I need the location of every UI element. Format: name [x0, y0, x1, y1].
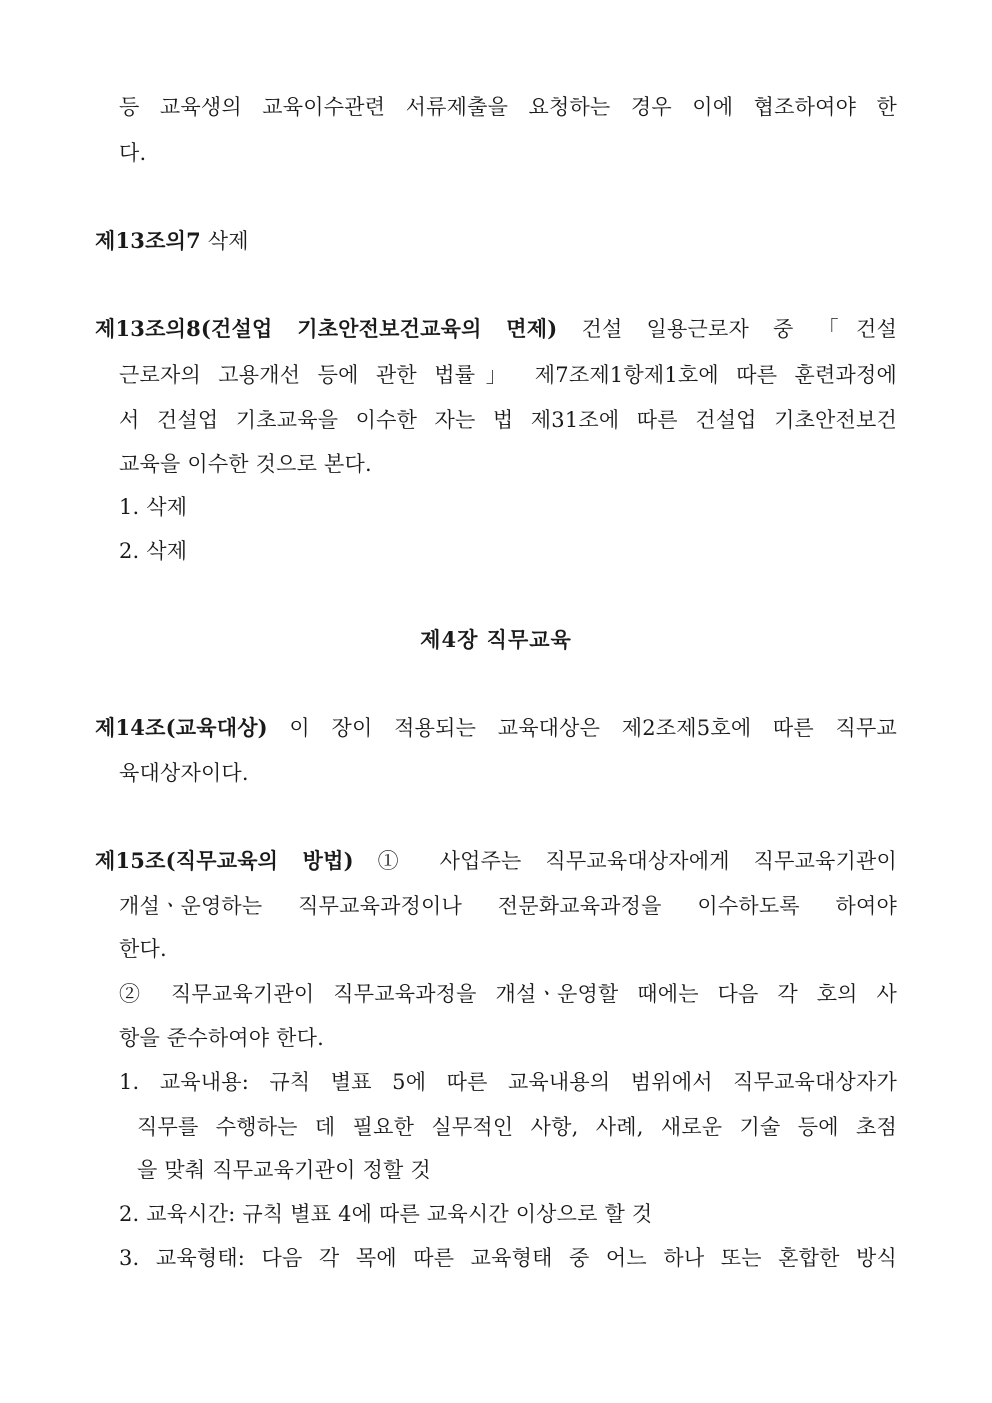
article-body: 삭제	[200, 229, 249, 253]
list-item: 1. 삭제	[119, 495, 188, 519]
article-title: 제14조(교육대상)	[95, 715, 268, 740]
list-item: 2. 삭제	[119, 539, 188, 563]
paragraph-line: ② 직무교육기관이 직무교육과정을 개설ㆍ운영할 때에는 다음 각 호의 사	[119, 982, 897, 1006]
chapter-heading: 제4장 직무교육	[420, 627, 572, 652]
paragraph-line: 다.	[119, 141, 147, 165]
paragraph-line: 개설ㆍ운영하는 직무교육과정이나 전문화교육과정을 이수하도록 하여야	[119, 894, 897, 918]
paragraph-line: 등 교육생의 교육이수관련 서류제출을 요청하는 경우 이에 협조하여야 한	[119, 95, 897, 119]
article-body: ① 사업주는 직무교육대상자에게 직무교육기관이	[353, 849, 898, 873]
article-13-7	[95, 226, 897, 256]
list-item: 1. 교육내용: 규칙 별표 5에 따른 교육내용의 범위에서 직무교육대상자가	[119, 1070, 897, 1094]
paragraph-line: 근로자의 고용개선 등에 관한 법률」 제7조제1항제1호에 따른 훈련과정에	[119, 363, 897, 387]
article-15-line	[95, 846, 897, 876]
article-title: 제13조의7	[95, 228, 201, 253]
article-title: 제15조(직무교육의 방법)	[95, 848, 354, 873]
article-body: 이 장이 적용되는 교육대상은 제2조제5호에 따른 직무교	[267, 716, 897, 740]
paragraph-line: 육대상자이다.	[119, 761, 249, 785]
article-body: 건설 일용근로자 중 「건설	[557, 317, 897, 341]
list-item-continuation: 을 맞춰 직무교육기관이 정할 것	[137, 1158, 431, 1182]
paragraph-line: 한다.	[119, 937, 167, 961]
paragraph-line: 항을 준수하여야 한다.	[119, 1026, 324, 1050]
article-title: 제13조의8(건설업 기초안전보건교육의 면제)	[95, 316, 558, 341]
paragraph-line: 서 건설업 기초교육을 이수한 자는 법 제31조에 따른 건설업 기초안전보건	[119, 408, 897, 432]
article-14-line	[95, 713, 897, 743]
list-item: 3. 교육형태: 다음 각 목에 따른 교육형태 중 어느 하나 또는 혼합한 방식	[119, 1246, 897, 1270]
article-13-8-line	[95, 314, 897, 344]
list-item: 2. 교육시간: 규칙 별표 4에 따른 교육시간 이상으로 할 것	[119, 1202, 653, 1226]
paragraph-line: 교육을 이수한 것으로 본다.	[119, 452, 372, 476]
list-item-continuation: 직무를 수행하는 데 필요한 실무적인 사항, 사례, 새로운 기술 등에 초점	[137, 1115, 897, 1139]
